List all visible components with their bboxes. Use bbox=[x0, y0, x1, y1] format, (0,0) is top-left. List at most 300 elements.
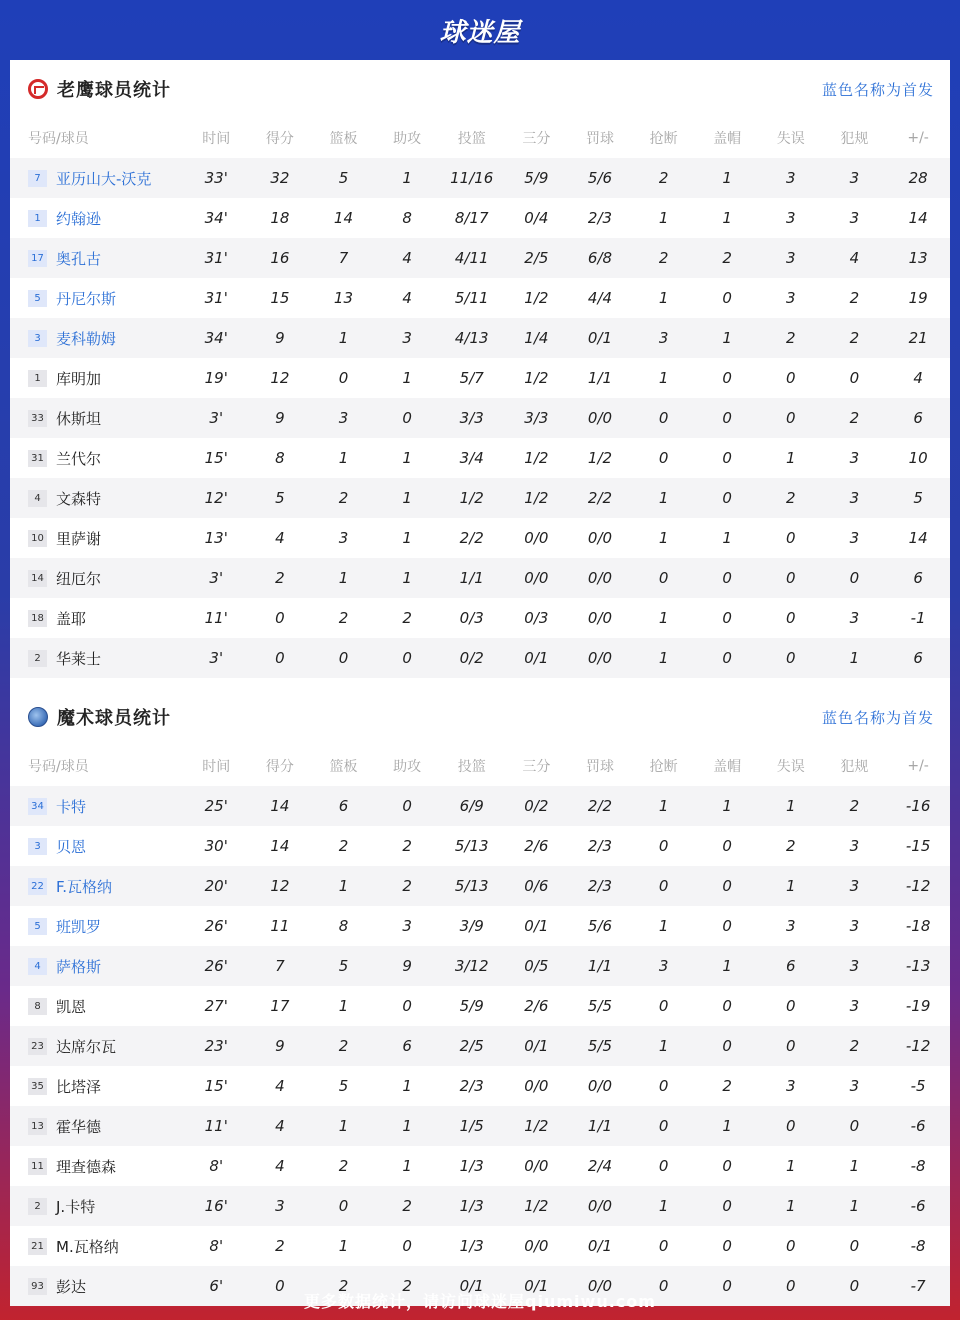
table-row bbox=[10, 786, 950, 826]
stat-cell: 11/16 bbox=[439, 158, 505, 198]
stat-cell: -19 bbox=[886, 986, 950, 1026]
player-name-link[interactable]: 文森特 bbox=[56, 489, 102, 508]
stat-cell: 12 bbox=[248, 358, 312, 398]
stat-cell: 0 bbox=[632, 1066, 696, 1106]
jersey-number-badge: 23 bbox=[28, 1038, 47, 1055]
section-title: 魔术球员统计 bbox=[57, 708, 171, 729]
stat-cell: 31' bbox=[184, 278, 248, 318]
stat-cell: 4 bbox=[248, 1106, 312, 1146]
stat-cell: 2 bbox=[312, 1026, 376, 1066]
stat-cell: 1 bbox=[695, 158, 759, 198]
stat-cell: -18 bbox=[886, 906, 950, 946]
stat-cell: 1 bbox=[632, 638, 696, 678]
stat-cell: -1 bbox=[886, 598, 950, 638]
player-name-link[interactable]: 麦科勒姆 bbox=[56, 329, 117, 348]
stat-cell: 1 bbox=[632, 786, 696, 826]
stat-cell: 2 bbox=[823, 1026, 887, 1066]
stat-cell: 2 bbox=[312, 826, 376, 866]
stat-cell: 1/2 bbox=[505, 358, 569, 398]
player-cell bbox=[10, 1226, 184, 1266]
stat-cell: 3 bbox=[823, 598, 887, 638]
stat-cell: 0 bbox=[375, 1226, 439, 1266]
stat-cell: 32 bbox=[248, 158, 312, 198]
stat-cell: 2/5 bbox=[505, 238, 569, 278]
stat-cell: 1 bbox=[312, 438, 376, 478]
stat-cell: 0 bbox=[632, 558, 696, 598]
stat-cell: 1/1 bbox=[439, 558, 505, 598]
stat-cell: 3/4 bbox=[439, 438, 505, 478]
stat-cell: 2 bbox=[823, 786, 887, 826]
player-cell bbox=[10, 158, 184, 198]
player-cell bbox=[10, 438, 184, 478]
stat-cell: 2/3 bbox=[568, 198, 632, 238]
stat-cell: -8 bbox=[886, 1226, 950, 1266]
column-header: 盖帽 bbox=[713, 131, 742, 147]
player-cell bbox=[10, 558, 184, 598]
jersey-number-badge: 31 bbox=[28, 450, 47, 467]
jersey-number-badge: 4 bbox=[28, 958, 47, 975]
jersey-number-badge: 2 bbox=[28, 1198, 47, 1215]
stat-cell: 25' bbox=[184, 786, 248, 826]
stat-cell: 0 bbox=[823, 558, 887, 598]
stat-cell: 1 bbox=[375, 1146, 439, 1186]
stat-cell: 0 bbox=[759, 1106, 823, 1146]
stat-cell: 6/9 bbox=[439, 786, 505, 826]
stat-cell: 13' bbox=[184, 518, 248, 558]
player-cell bbox=[10, 358, 184, 398]
stat-cell: 2 bbox=[248, 1226, 312, 1266]
stat-cell: 21 bbox=[886, 318, 950, 358]
stat-cell: 3/3 bbox=[505, 398, 569, 438]
player-name-link[interactable]: F.瓦格纳 bbox=[56, 877, 112, 896]
table-row bbox=[10, 1146, 950, 1186]
stat-cell: 15' bbox=[184, 438, 248, 478]
table-row bbox=[10, 1066, 950, 1106]
stat-cell: 28 bbox=[886, 158, 950, 198]
stat-cell: 4/4 bbox=[568, 278, 632, 318]
stat-cell: 2 bbox=[759, 826, 823, 866]
stat-cell: 0 bbox=[632, 826, 696, 866]
stat-cell: 7 bbox=[248, 946, 312, 986]
stat-cell: 14 bbox=[312, 198, 376, 238]
stat-cell: 1 bbox=[632, 198, 696, 238]
player-name-link[interactable]: 盖耶 bbox=[56, 609, 87, 628]
section-title-group bbox=[28, 76, 171, 102]
stat-cell: 3/12 bbox=[439, 946, 505, 986]
table-header-row bbox=[10, 118, 950, 158]
stat-cell: 0 bbox=[248, 1266, 312, 1306]
stat-cell: 0 bbox=[759, 1026, 823, 1066]
stat-cell: 8 bbox=[312, 906, 376, 946]
stat-cell: 0 bbox=[759, 598, 823, 638]
stat-cell: 4 bbox=[248, 518, 312, 558]
stat-cell: 1 bbox=[375, 1066, 439, 1106]
stat-cell: 5 bbox=[886, 478, 950, 518]
stat-cell: 0/0 bbox=[568, 518, 632, 558]
column-header: 犯规 bbox=[840, 759, 869, 775]
column-header: 号码/球员 bbox=[28, 759, 89, 775]
jersey-number-badge: 4 bbox=[28, 490, 47, 507]
column-header: 抢断 bbox=[649, 131, 678, 147]
table-row bbox=[10, 906, 950, 946]
stat-cell: 8 bbox=[248, 438, 312, 478]
column-header: 投篮 bbox=[457, 759, 486, 775]
stat-cell: 12' bbox=[184, 478, 248, 518]
stat-cell: 1/3 bbox=[439, 1146, 505, 1186]
column-header: 盖帽 bbox=[713, 759, 742, 775]
stat-cell: 2 bbox=[375, 598, 439, 638]
stat-cell: 1 bbox=[759, 786, 823, 826]
table-row bbox=[10, 598, 950, 638]
stat-cell: 1 bbox=[312, 558, 376, 598]
jersey-number-badge: 5 bbox=[28, 290, 47, 307]
stat-cell: 14 bbox=[248, 786, 312, 826]
stat-cell: 14 bbox=[248, 826, 312, 866]
stat-cell: 0/0 bbox=[505, 518, 569, 558]
stat-cell: 0 bbox=[695, 906, 759, 946]
column-header: 得分 bbox=[265, 759, 294, 775]
stat-cell: 2/4 bbox=[568, 1146, 632, 1186]
stat-cell: 0 bbox=[632, 866, 696, 906]
stat-cell: 20' bbox=[184, 866, 248, 906]
player-name-link[interactable]: 理查德森 bbox=[56, 1157, 117, 1176]
column-header: 罚球 bbox=[585, 759, 614, 775]
stat-cell: 0/0 bbox=[505, 1066, 569, 1106]
jersey-number-badge: 1 bbox=[28, 210, 47, 227]
stat-cell: 3 bbox=[248, 1186, 312, 1226]
stat-cell: 30' bbox=[184, 826, 248, 866]
stat-cell: 0/1 bbox=[505, 1026, 569, 1066]
stat-cell: 2 bbox=[823, 278, 887, 318]
stat-cell: 0 bbox=[248, 598, 312, 638]
section-header bbox=[10, 60, 950, 118]
stat-cell: 0/1 bbox=[439, 1266, 505, 1306]
column-header: 助攻 bbox=[393, 131, 422, 147]
stat-cell: 0 bbox=[759, 558, 823, 598]
stat-cell: 1/2 bbox=[505, 1186, 569, 1226]
stat-cell: 2 bbox=[823, 398, 887, 438]
stat-cell: 0 bbox=[632, 1266, 696, 1306]
jersey-number-badge: 14 bbox=[28, 570, 47, 587]
team-section-1 bbox=[10, 688, 950, 1306]
stat-cell: 3 bbox=[823, 826, 887, 866]
stat-cell: 0/1 bbox=[505, 1266, 569, 1306]
stat-cell: 1 bbox=[823, 1146, 887, 1186]
stat-cell: 2 bbox=[695, 1066, 759, 1106]
footer-link-text[interactable]: 更多数据统计，请访问球迷屋qiumiwu.com bbox=[304, 1291, 656, 1311]
stat-cell: 1/3 bbox=[439, 1186, 505, 1226]
team-section-0 bbox=[10, 60, 950, 688]
player-name-link[interactable]: 凯恩 bbox=[56, 997, 87, 1016]
stat-cell: 16 bbox=[248, 238, 312, 278]
stat-cell: 0 bbox=[695, 986, 759, 1026]
stat-cell: 3 bbox=[823, 198, 887, 238]
stat-cell: 0 bbox=[695, 398, 759, 438]
stat-cell: 1 bbox=[375, 558, 439, 598]
stat-cell: 1 bbox=[632, 906, 696, 946]
table-row bbox=[10, 198, 950, 238]
stat-cell: 1/2 bbox=[568, 438, 632, 478]
table-row bbox=[10, 986, 950, 1026]
stat-cell: 3 bbox=[312, 398, 376, 438]
stat-cell: 1 bbox=[759, 1186, 823, 1226]
stat-cell: 0 bbox=[759, 398, 823, 438]
player-name-link[interactable]: 达席尔瓦 bbox=[56, 1037, 117, 1056]
stat-cell: 2 bbox=[375, 1186, 439, 1226]
stat-cell: 2 bbox=[375, 866, 439, 906]
stat-cell: 3' bbox=[184, 638, 248, 678]
stat-cell: 26' bbox=[184, 946, 248, 986]
stat-cell: 14 bbox=[886, 518, 950, 558]
footer-banner[interactable] bbox=[0, 1277, 960, 1320]
stat-cell: 3 bbox=[759, 278, 823, 318]
stat-cell: 9 bbox=[248, 1026, 312, 1066]
stat-cell: 0 bbox=[312, 358, 376, 398]
player-name-link[interactable]: 彭达 bbox=[56, 1277, 87, 1296]
table-row bbox=[10, 1226, 950, 1266]
stat-cell: 5 bbox=[312, 1066, 376, 1106]
column-header: 时间 bbox=[202, 759, 231, 775]
stat-cell: 3 bbox=[823, 906, 887, 946]
stat-cell: 1 bbox=[632, 358, 696, 398]
table-row bbox=[10, 278, 950, 318]
table-row bbox=[10, 638, 950, 678]
stat-cell: 2/3 bbox=[568, 826, 632, 866]
stat-cell: 1/2 bbox=[505, 438, 569, 478]
stat-cell: 1 bbox=[823, 638, 887, 678]
stat-cell: 0 bbox=[695, 866, 759, 906]
stat-cell: 0 bbox=[695, 598, 759, 638]
player-name-link[interactable]: 贝恩 bbox=[56, 837, 87, 856]
stat-cell: 1 bbox=[695, 198, 759, 238]
stat-cell: -12 bbox=[886, 1026, 950, 1066]
stat-cell: 2 bbox=[695, 238, 759, 278]
stat-cell: 0/3 bbox=[505, 598, 569, 638]
stat-cell: 0/0 bbox=[505, 1226, 569, 1266]
stat-cell: 1 bbox=[632, 598, 696, 638]
column-header: 犯规 bbox=[840, 131, 869, 147]
stat-cell: 3 bbox=[823, 158, 887, 198]
stat-cell: 0 bbox=[312, 1186, 376, 1226]
player-name-link[interactable]: 里萨谢 bbox=[56, 529, 102, 548]
player-name-link[interactable]: 约翰逊 bbox=[56, 209, 102, 228]
jersey-number-badge: 93 bbox=[28, 1278, 47, 1295]
stat-cell: 3 bbox=[632, 946, 696, 986]
stat-cell: 4 bbox=[886, 358, 950, 398]
player-name-link[interactable]: 比塔泽 bbox=[56, 1077, 102, 1096]
stat-cell: 0 bbox=[375, 398, 439, 438]
player-stats-table bbox=[10, 118, 950, 678]
stat-cell: 1/2 bbox=[439, 478, 505, 518]
column-header: 抢断 bbox=[649, 759, 678, 775]
stat-cell: 1 bbox=[759, 866, 823, 906]
stat-cell: 3 bbox=[759, 198, 823, 238]
player-name-link[interactable]: 纽厄尔 bbox=[56, 569, 102, 588]
table-row bbox=[10, 866, 950, 906]
stat-cell: 2/3 bbox=[568, 866, 632, 906]
stat-cell: 1 bbox=[632, 518, 696, 558]
stat-cell: 0/1 bbox=[505, 638, 569, 678]
jersey-number-badge: 21 bbox=[28, 1238, 47, 1255]
column-header: +/- bbox=[907, 758, 929, 774]
stat-cell: 5 bbox=[312, 946, 376, 986]
stat-cell: 0 bbox=[632, 1106, 696, 1146]
table-row bbox=[10, 238, 950, 278]
stat-cell: 1 bbox=[695, 1106, 759, 1146]
player-cell bbox=[10, 198, 184, 238]
player-name-link[interactable]: 华莱士 bbox=[56, 649, 102, 668]
stat-cell: 33' bbox=[184, 158, 248, 198]
player-name-link[interactable]: 奥孔古 bbox=[56, 249, 102, 268]
player-name-link[interactable]: 霍华德 bbox=[56, 1117, 102, 1136]
player-name-link[interactable]: 卡特 bbox=[56, 797, 87, 816]
jersey-number-badge: 18 bbox=[28, 610, 47, 627]
player-cell bbox=[10, 1106, 184, 1146]
starter-legend-note: 蓝色名称为首发 bbox=[821, 80, 934, 99]
stat-cell: 27' bbox=[184, 986, 248, 1026]
stat-cell: 2 bbox=[248, 558, 312, 598]
stat-cell: 0 bbox=[695, 558, 759, 598]
stat-cell: 6 bbox=[886, 398, 950, 438]
jersey-number-badge: 33 bbox=[28, 410, 47, 427]
stat-cell: 5/6 bbox=[568, 158, 632, 198]
player-cell bbox=[10, 946, 184, 986]
table-row bbox=[10, 358, 950, 398]
stat-cell: 9 bbox=[375, 946, 439, 986]
player-name-link[interactable]: 班凯罗 bbox=[56, 917, 102, 936]
stat-cell: 0 bbox=[759, 1266, 823, 1306]
stat-cell: 1 bbox=[632, 1026, 696, 1066]
player-name-link[interactable]: 库明加 bbox=[56, 369, 102, 388]
player-name-link[interactable]: 丹尼尔斯 bbox=[56, 289, 117, 308]
stat-cell: -15 bbox=[886, 826, 950, 866]
stat-cell: 1 bbox=[632, 278, 696, 318]
stat-cell: 8 bbox=[375, 198, 439, 238]
stat-cell: 3 bbox=[823, 1066, 887, 1106]
stat-cell: 13 bbox=[312, 278, 376, 318]
stat-cell: 0/1 bbox=[505, 906, 569, 946]
stat-cell: 0 bbox=[695, 638, 759, 678]
stat-cell: 2 bbox=[375, 826, 439, 866]
stat-cell: 0 bbox=[695, 1226, 759, 1266]
stat-cell: 34' bbox=[184, 318, 248, 358]
stat-cell: 12 bbox=[248, 866, 312, 906]
stat-cell: 1/1 bbox=[568, 1106, 632, 1146]
player-name-link[interactable]: 亚历山大-沃克 bbox=[56, 169, 152, 188]
stat-cell: 5 bbox=[312, 158, 376, 198]
jersey-number-badge: 10 bbox=[28, 530, 47, 547]
stat-cell: 5/13 bbox=[439, 826, 505, 866]
stat-cell: 0 bbox=[375, 986, 439, 1026]
stat-cell: 3 bbox=[312, 518, 376, 558]
stat-cell: 2 bbox=[312, 1266, 376, 1306]
stat-cell: 1 bbox=[632, 1186, 696, 1226]
stat-cell: 3 bbox=[759, 906, 823, 946]
player-name-link[interactable]: M.瓦格纳 bbox=[56, 1237, 119, 1256]
stat-cell: 0 bbox=[695, 1026, 759, 1066]
stat-cell: 5/6 bbox=[568, 906, 632, 946]
stat-cell: 0 bbox=[823, 1266, 887, 1306]
stat-cell: 6 bbox=[886, 638, 950, 678]
stat-cell: 5/9 bbox=[505, 158, 569, 198]
stat-cell: 3' bbox=[184, 558, 248, 598]
stat-cell: 0/1 bbox=[568, 1226, 632, 1266]
stat-cell: 0 bbox=[632, 438, 696, 478]
jersey-number-badge: 22 bbox=[28, 878, 47, 895]
stat-cell: 2 bbox=[759, 478, 823, 518]
stat-cell: 3/3 bbox=[439, 398, 505, 438]
stat-cell: 2/6 bbox=[505, 826, 569, 866]
stat-cell: 2 bbox=[823, 318, 887, 358]
stat-cell: 3 bbox=[632, 318, 696, 358]
stat-cell: 8' bbox=[184, 1146, 248, 1186]
stat-cell: 0/5 bbox=[505, 946, 569, 986]
stat-cell: 2/5 bbox=[439, 1026, 505, 1066]
stat-cell: 1 bbox=[312, 1226, 376, 1266]
hawks-logo-icon bbox=[28, 79, 48, 99]
table-row bbox=[10, 826, 950, 866]
jersey-number-badge: 17 bbox=[28, 250, 47, 267]
stat-cell: 1 bbox=[312, 318, 376, 358]
stat-cell: 14 bbox=[886, 198, 950, 238]
stat-cell: 0 bbox=[695, 358, 759, 398]
stat-cell: -5 bbox=[886, 1066, 950, 1106]
stat-cell: 2 bbox=[759, 318, 823, 358]
stat-cell: 3 bbox=[823, 478, 887, 518]
player-name-link[interactable]: 休斯坦 bbox=[56, 409, 102, 428]
player-cell bbox=[10, 518, 184, 558]
stat-cell: 6 bbox=[375, 1026, 439, 1066]
stat-cell: 5/7 bbox=[439, 358, 505, 398]
stat-cell: 4 bbox=[248, 1066, 312, 1106]
stat-cell: 4/11 bbox=[439, 238, 505, 278]
stat-cell: 15' bbox=[184, 1066, 248, 1106]
stat-cell: 16' bbox=[184, 1186, 248, 1226]
stat-cell: 3 bbox=[823, 986, 887, 1026]
player-name-link[interactable]: 萨格斯 bbox=[56, 957, 102, 976]
stat-cell: 0/0 bbox=[505, 558, 569, 598]
table-row bbox=[10, 158, 950, 198]
stat-cell: -6 bbox=[886, 1106, 950, 1146]
stat-cell: 4 bbox=[248, 1146, 312, 1186]
player-cell bbox=[10, 238, 184, 278]
stat-cell: 4 bbox=[375, 238, 439, 278]
player-cell bbox=[10, 318, 184, 358]
stat-cell: 5/5 bbox=[568, 986, 632, 1026]
stat-cell: 9 bbox=[248, 398, 312, 438]
stat-cell: 1 bbox=[823, 1186, 887, 1226]
table-row bbox=[10, 318, 950, 358]
player-name-link[interactable]: 兰代尔 bbox=[56, 449, 102, 468]
player-name-link[interactable]: J.卡特 bbox=[56, 1197, 96, 1216]
table-row bbox=[10, 946, 950, 986]
stat-cell: 7 bbox=[312, 238, 376, 278]
stat-cell: 3/9 bbox=[439, 906, 505, 946]
stat-cell: 2/2 bbox=[568, 478, 632, 518]
stat-cell: 8' bbox=[184, 1226, 248, 1266]
stat-cell: 1/5 bbox=[439, 1106, 505, 1146]
stat-cell: 1/3 bbox=[439, 1226, 505, 1266]
stat-cell: 3 bbox=[823, 866, 887, 906]
stat-cell: 4 bbox=[823, 238, 887, 278]
stat-cell: 1/1 bbox=[568, 946, 632, 986]
player-cell bbox=[10, 1146, 184, 1186]
stat-cell: 11' bbox=[184, 598, 248, 638]
player-cell bbox=[10, 598, 184, 638]
stat-cell: 0 bbox=[632, 1146, 696, 1186]
player-cell bbox=[10, 398, 184, 438]
stat-cell: 0 bbox=[375, 638, 439, 678]
